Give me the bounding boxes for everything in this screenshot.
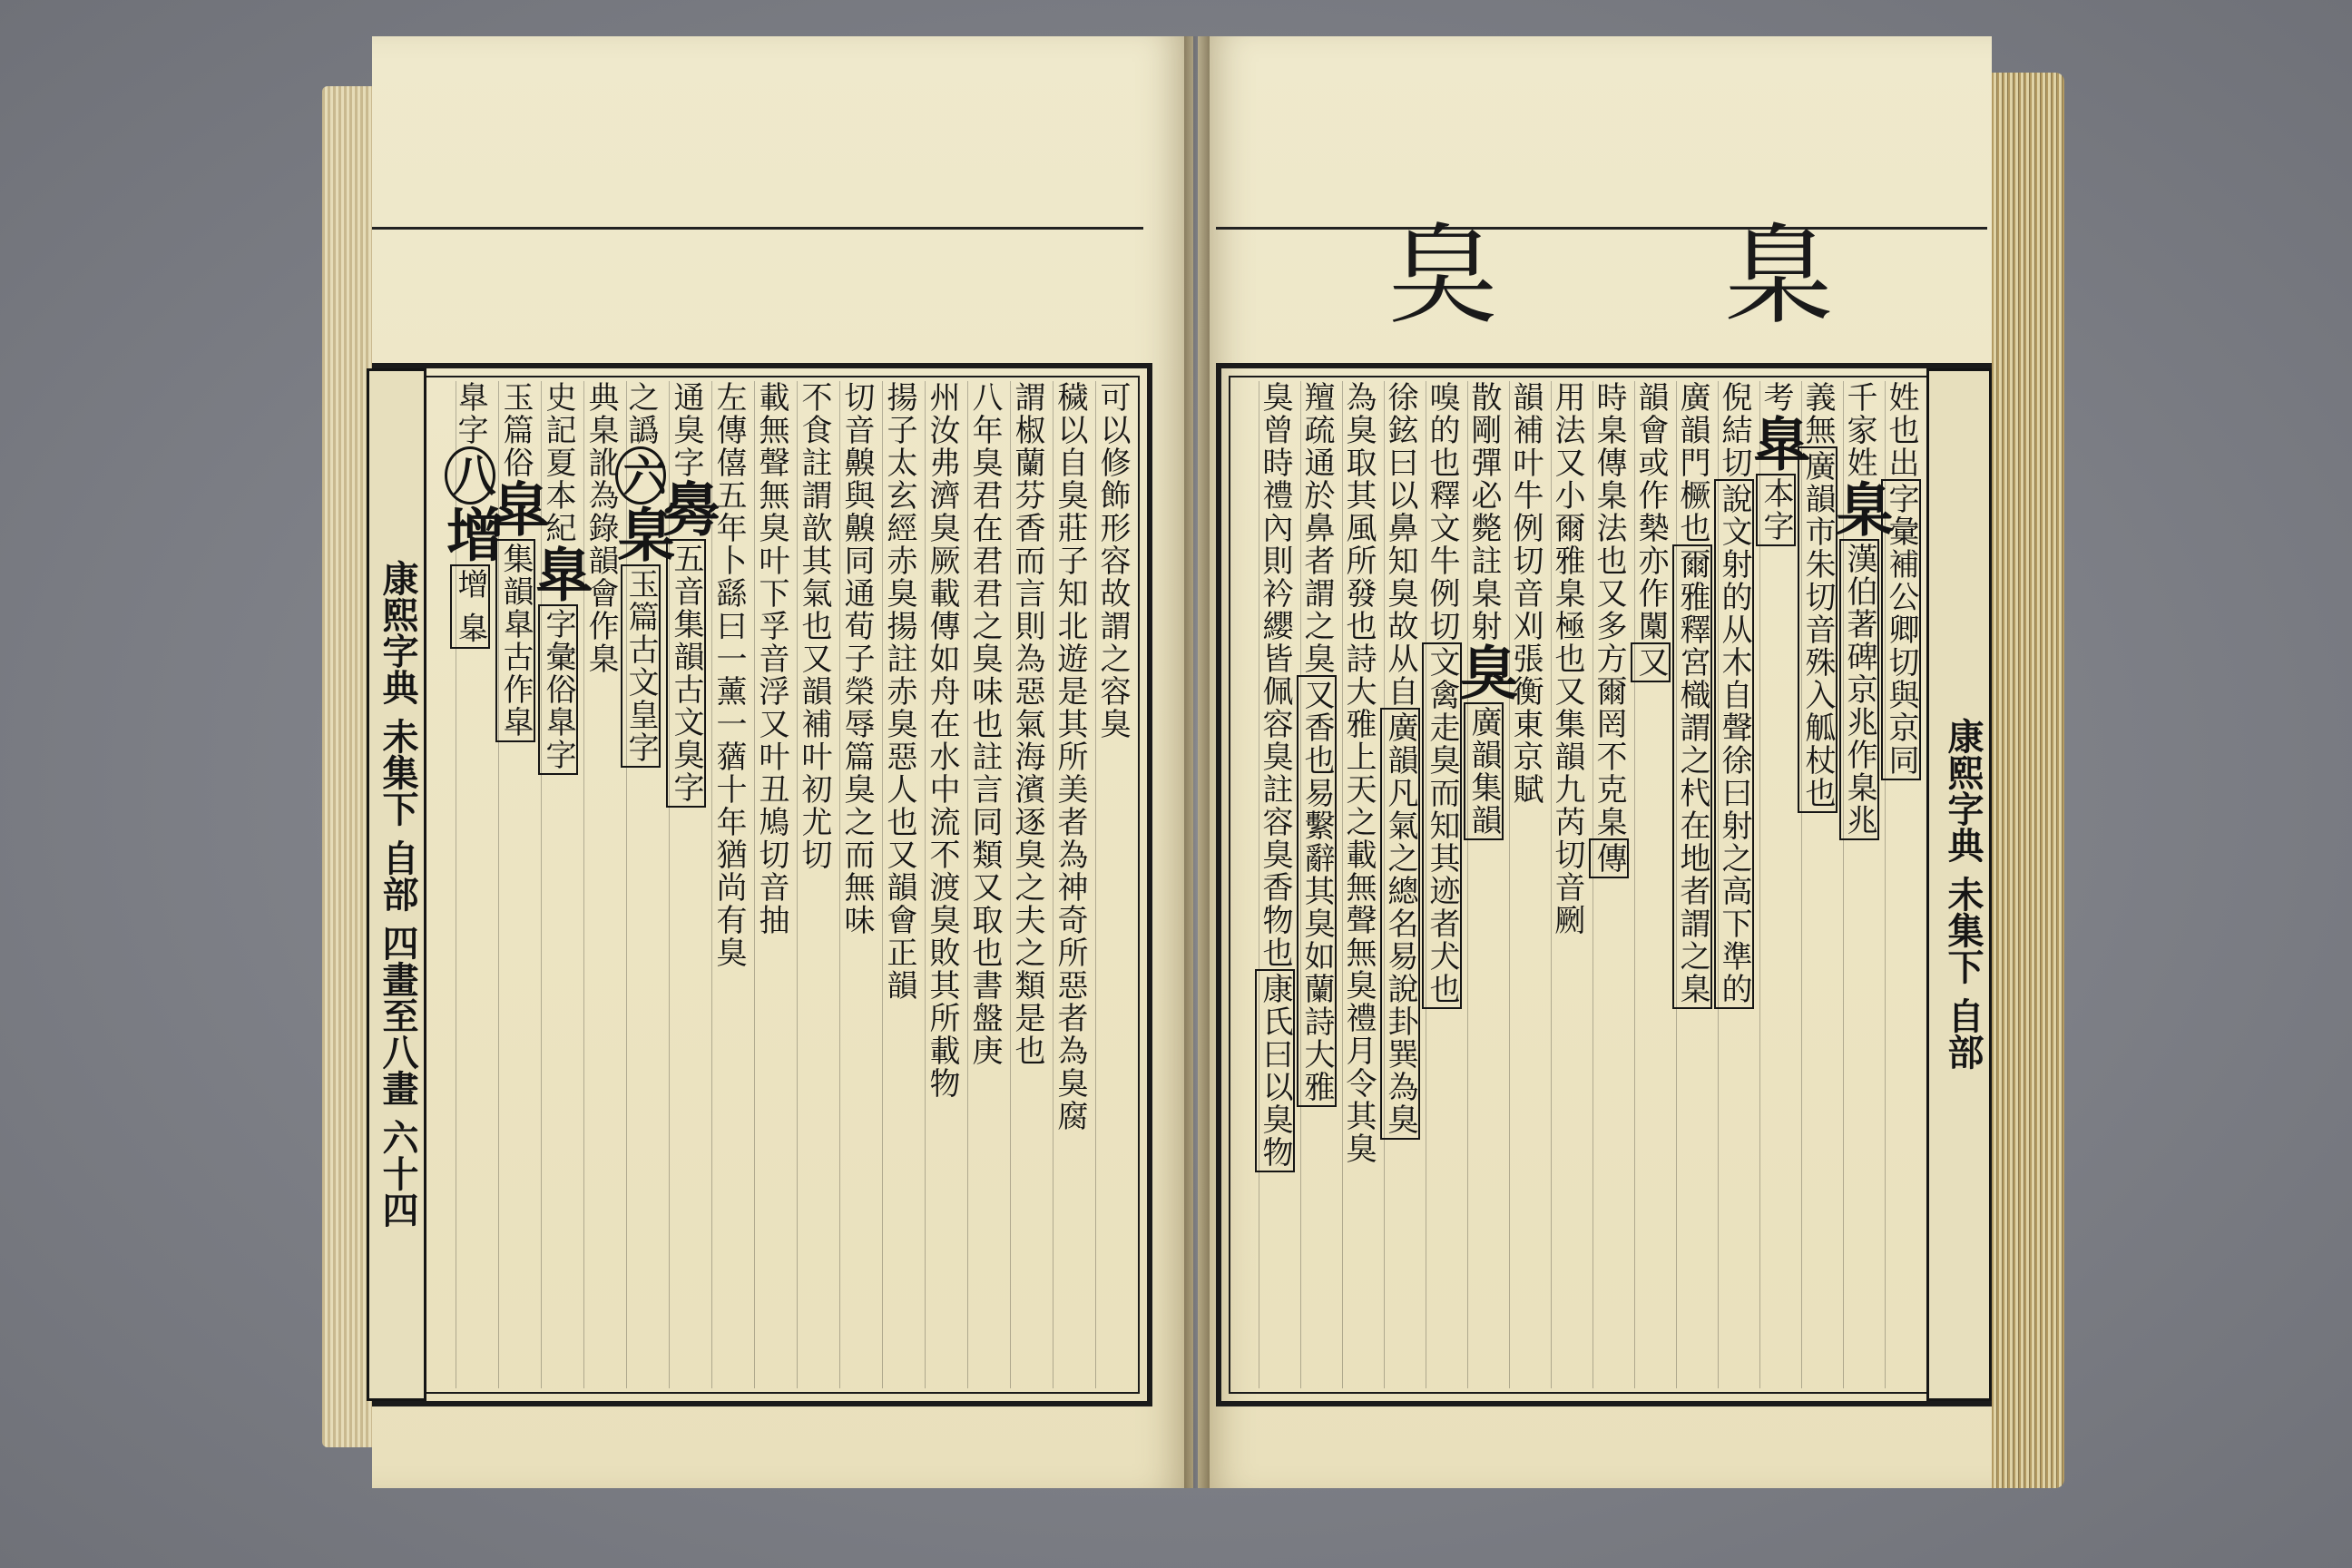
right-columns xyxy=(1230,381,1926,1388)
column-text: 用法又小爾雅臬極也又集韻九芮切音劂 xyxy=(1549,381,1585,936)
column-text: 徐鉉曰以鼻知臭故从自 xyxy=(1382,381,1418,708)
left-text-column xyxy=(797,381,839,1388)
column-note: 爾雅釋宮樴謂之杙在地者謂之臬 xyxy=(1672,544,1712,1009)
column-note: 廣韻凡氣之總名易說卦巽為臭 xyxy=(1380,708,1420,1140)
column-text: 謂椒蘭芬香而言則為惡氣海濱逐臭之夫之類是也 xyxy=(1009,381,1045,1067)
column-note: 字彙補公卿切與京同 xyxy=(1881,479,1921,780)
column-text: 之譌 xyxy=(622,381,659,446)
column-note: 漢伯著碑京兆作臬兆 xyxy=(1839,539,1879,840)
left-text-column xyxy=(839,381,882,1388)
column-text: 可以修飾形容故謂之容臭 xyxy=(1094,381,1131,740)
headword: 臭 xyxy=(1450,642,1518,702)
right-banner: 康熙字典 未集下 自部 xyxy=(1926,368,1992,1401)
headword: 臯 xyxy=(1742,414,1810,474)
column-text: 切音齅與齅同通荀子榮辱篇臭之而無味 xyxy=(838,381,875,936)
left-text-column xyxy=(1010,381,1053,1388)
headword: 臬 xyxy=(1826,479,1894,539)
column-text: 通臭字 xyxy=(668,381,704,479)
column-note: 說文射的从木自聲徐曰射之高下準的 xyxy=(1714,479,1754,1009)
column-text: 倪結切 xyxy=(1716,381,1752,479)
seal-character-left: 㚖 xyxy=(1388,213,1497,339)
column-note: 集韻臯古作皐 xyxy=(495,539,535,742)
left-text-column xyxy=(711,381,754,1388)
column-note: 廣韻市朱切音殊入觚杖也 xyxy=(1798,446,1838,813)
column-text: 典臬訛為錄韻會作臬 xyxy=(583,381,619,675)
column-note: 又 xyxy=(1631,642,1671,682)
headword: 臱 xyxy=(652,479,720,539)
left-text-column xyxy=(1053,381,1095,1388)
column-note: 五音集韻古文臭字 xyxy=(666,539,706,808)
column-text: 八年臭君在君君之臭味也註言同類又取也書盤庚 xyxy=(966,381,1003,1067)
left-banner: 康熙字典 未集下 自部 四畫至八畫 六十四 xyxy=(367,368,426,1401)
left-page-stack xyxy=(322,86,372,1447)
left-text-column xyxy=(482,381,550,1388)
left-text-frame xyxy=(372,363,1152,1406)
column-text: 史記夏本紀 xyxy=(540,381,576,544)
left-text-column xyxy=(524,381,593,1388)
column-text: 揚子太玄經赤臭揚註赤臭惡人也又韻會正韻 xyxy=(881,381,917,1002)
left-text-column xyxy=(1095,381,1138,1388)
column-text: 散剛彈必斃註臬射 xyxy=(1465,381,1502,642)
column-text: 義無 xyxy=(1799,381,1836,446)
column-text: 姓也出 xyxy=(1883,381,1919,479)
column-text: 不食註謂歆其氣也又韻補叶初尤切 xyxy=(796,381,832,871)
headword: 臬 xyxy=(607,505,675,564)
right-page-stack xyxy=(1992,73,2064,1488)
open-book xyxy=(322,36,2064,1506)
headword: 增 xyxy=(436,505,505,564)
stroke-count-circle: 六 xyxy=(615,446,666,505)
column-text: 臯字 xyxy=(452,381,488,446)
left-text-column xyxy=(882,381,925,1388)
column-text: 韻補叶牛例切音刈張衡東京賦 xyxy=(1507,381,1544,806)
column-text: 為臭取其風所發也詩大雅上天之載無聲無臭禮月令其臭 xyxy=(1340,381,1377,1165)
right-text-frame xyxy=(1216,363,1992,1406)
seal-character-right: 臬 xyxy=(1724,213,1833,339)
book-gutter xyxy=(1184,36,1210,1488)
left-page xyxy=(372,36,1193,1488)
left-columns xyxy=(432,381,1138,1388)
column-text: 嗅的也釋文牛例切 xyxy=(1424,381,1460,642)
column-text: 臭曾時禮內則衿纓皆佩容臭註容臭香物也 xyxy=(1257,381,1293,969)
right-page xyxy=(1198,36,1992,1488)
column-note: 本字 xyxy=(1756,474,1796,546)
headword: 臯 xyxy=(524,544,593,604)
column-text: 州汝弗濟臭厥載傳如舟在水中流不渡臭敗其所載物 xyxy=(924,381,960,1100)
column-text: 左傳僖五年卜繇曰一薰一蕕十年猶尚有臭 xyxy=(710,381,747,969)
column-text: 時臬傳臬法也又多方爾罔不克臬 xyxy=(1591,381,1627,838)
column-note: 又香也易繫辭其臭如蘭詩大雅 xyxy=(1297,675,1337,1107)
column-text: 廣韻門橛也 xyxy=(1674,381,1710,544)
header-rule xyxy=(372,227,1143,230)
column-note: 玉篇古文皇字 xyxy=(621,564,661,768)
column-note: 康氏曰以臭物 xyxy=(1255,969,1295,1172)
column-note: 增 𦤎 xyxy=(450,564,490,649)
column-text: 載無聲無臭叶下孚音浮又叶丑鳩切音抽 xyxy=(753,381,789,936)
column-text: 千家姓 xyxy=(1841,381,1877,479)
column-text: 韻會或作槷亦作闑 xyxy=(1632,381,1669,642)
left-text-column xyxy=(925,381,967,1388)
column-note: 字彙俗臯字 xyxy=(538,604,578,775)
column-note: 文禽走臭而知其迹者犬也 xyxy=(1422,642,1462,1009)
column-note: 廣韻集韻 xyxy=(1464,702,1504,840)
right-text-column xyxy=(1885,381,1926,1388)
left-text-column xyxy=(967,381,1010,1388)
header-rule-right xyxy=(1216,227,1987,230)
left-text-column xyxy=(754,381,797,1388)
column-text: 考 xyxy=(1758,381,1794,414)
left-text-column xyxy=(652,381,720,1388)
stroke-count-circle: 八 xyxy=(445,446,495,505)
column-note: 傳 xyxy=(1589,838,1629,878)
column-text: 羶疏通於鼻者謂之臭 xyxy=(1298,381,1335,675)
column-text: 穢以自臭莊子知北遊是其所美者為神奇所惡者為臭腐 xyxy=(1052,381,1088,1132)
column-text: 玉篇俗 xyxy=(497,381,534,479)
headword: 皐 xyxy=(482,479,550,539)
